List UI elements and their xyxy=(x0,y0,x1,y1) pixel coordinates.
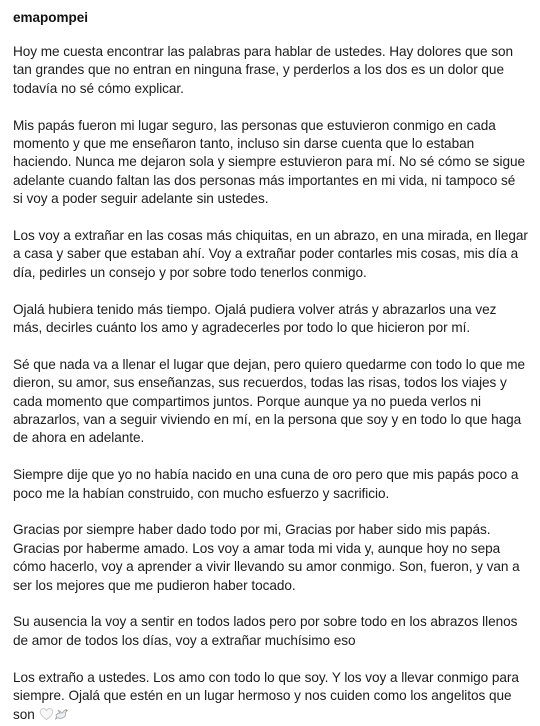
caption-paragraph-4: Ojalá hubiera tenido más tiempo. Ojalá pudiera volver atrás y abrazarlos una vez más, decirles cuánto los amo y agradecerles por todo lo que hicieron por mí. xyxy=(13,301,497,336)
caption-paragraph-7: Gracias por siempre haber dado todo por mi, Gracias por haber sido mis papás. Gracias por haberme amado. Los voy a amar toda mi vida y, aunque hoy no sepa cómo hacerlo, voy a aprender a vivir llevando su amor conmigo. Son, fueron, y van a ser los mejores que me pudieron haber tocado. xyxy=(13,522,520,593)
caption-paragraph-6: Siempre dije que yo no había nacido en una cuna de oro pero que mis papás poco a poco me la habían construido, con mucho esfuerzo y sacrificio. xyxy=(13,467,519,501)
caption-paragraph-1: Hoy me cuesta encontrar las palabras para hablar de ustedes. Hay dolores que son tan grandes que no entran en ninguna frase, y perderlos a los dos es un dolor que todavía no sé cómo explicar. xyxy=(13,44,514,96)
caption-paragraph-9 xyxy=(13,669,528,726)
post-caption xyxy=(13,43,528,726)
caption-paragraph-3: Los voy a extrañar en las cosas más chiquitas, en un abrazo, en una mirada, en llegar a casa y saber que estaban ahí. Voy a extrañar poder contarles mis cosas, mis día a día, pedirles un consejo y por sobre todo tenerlos conmigo. xyxy=(13,228,528,280)
post-username[interactable]: emapompei xyxy=(13,10,89,25)
caption-paragraph-8: Su ausencia la voy a sentir en todos lados pero por sobre todo en los abrazos llenos de amor de todos los días, voy a extrañar muchísimo eso xyxy=(13,614,518,648)
caption-paragraph-9-text: Los extraño a ustedes. Los amo con todo lo que soy. Y los voy a llevar conmigo para siempre. Ojalá que estén en un lugar hermoso y nos cuiden como los angelitos que son xyxy=(13,669,519,722)
white-heart-icon xyxy=(39,707,54,726)
dove-icon xyxy=(54,707,69,726)
caption-paragraph-2: Mis papás fueron mi lugar seguro, las personas que estuvieron conmigo en cada momento y que me enseñaron tanto, incluso sin darse cuenta que lo estaban haciendo. Nunca me dejaron sola y siempre estuvieron para mí. No sé cómo se sigue adelante cuando faltan las dos personas más importantes en mi vida, ni tampoco sé si voy a poder seguir adelante sin ustedes. xyxy=(13,117,526,207)
caption-paragraph-5: Sé que nada va a llenar el lugar que dejan, pero quiero quedarme con todo lo que me dieron, su amor, sus enseñanzas, sus recuerdos, todas las risas, todos los viajes y cada momento que compartimos juntos. Porque aunque ya no pueda verlos ni abrazarlos, van a seguir viviendo en mí, en la persona que soy y en todo lo que haga de ahora en adelante. xyxy=(13,356,526,446)
